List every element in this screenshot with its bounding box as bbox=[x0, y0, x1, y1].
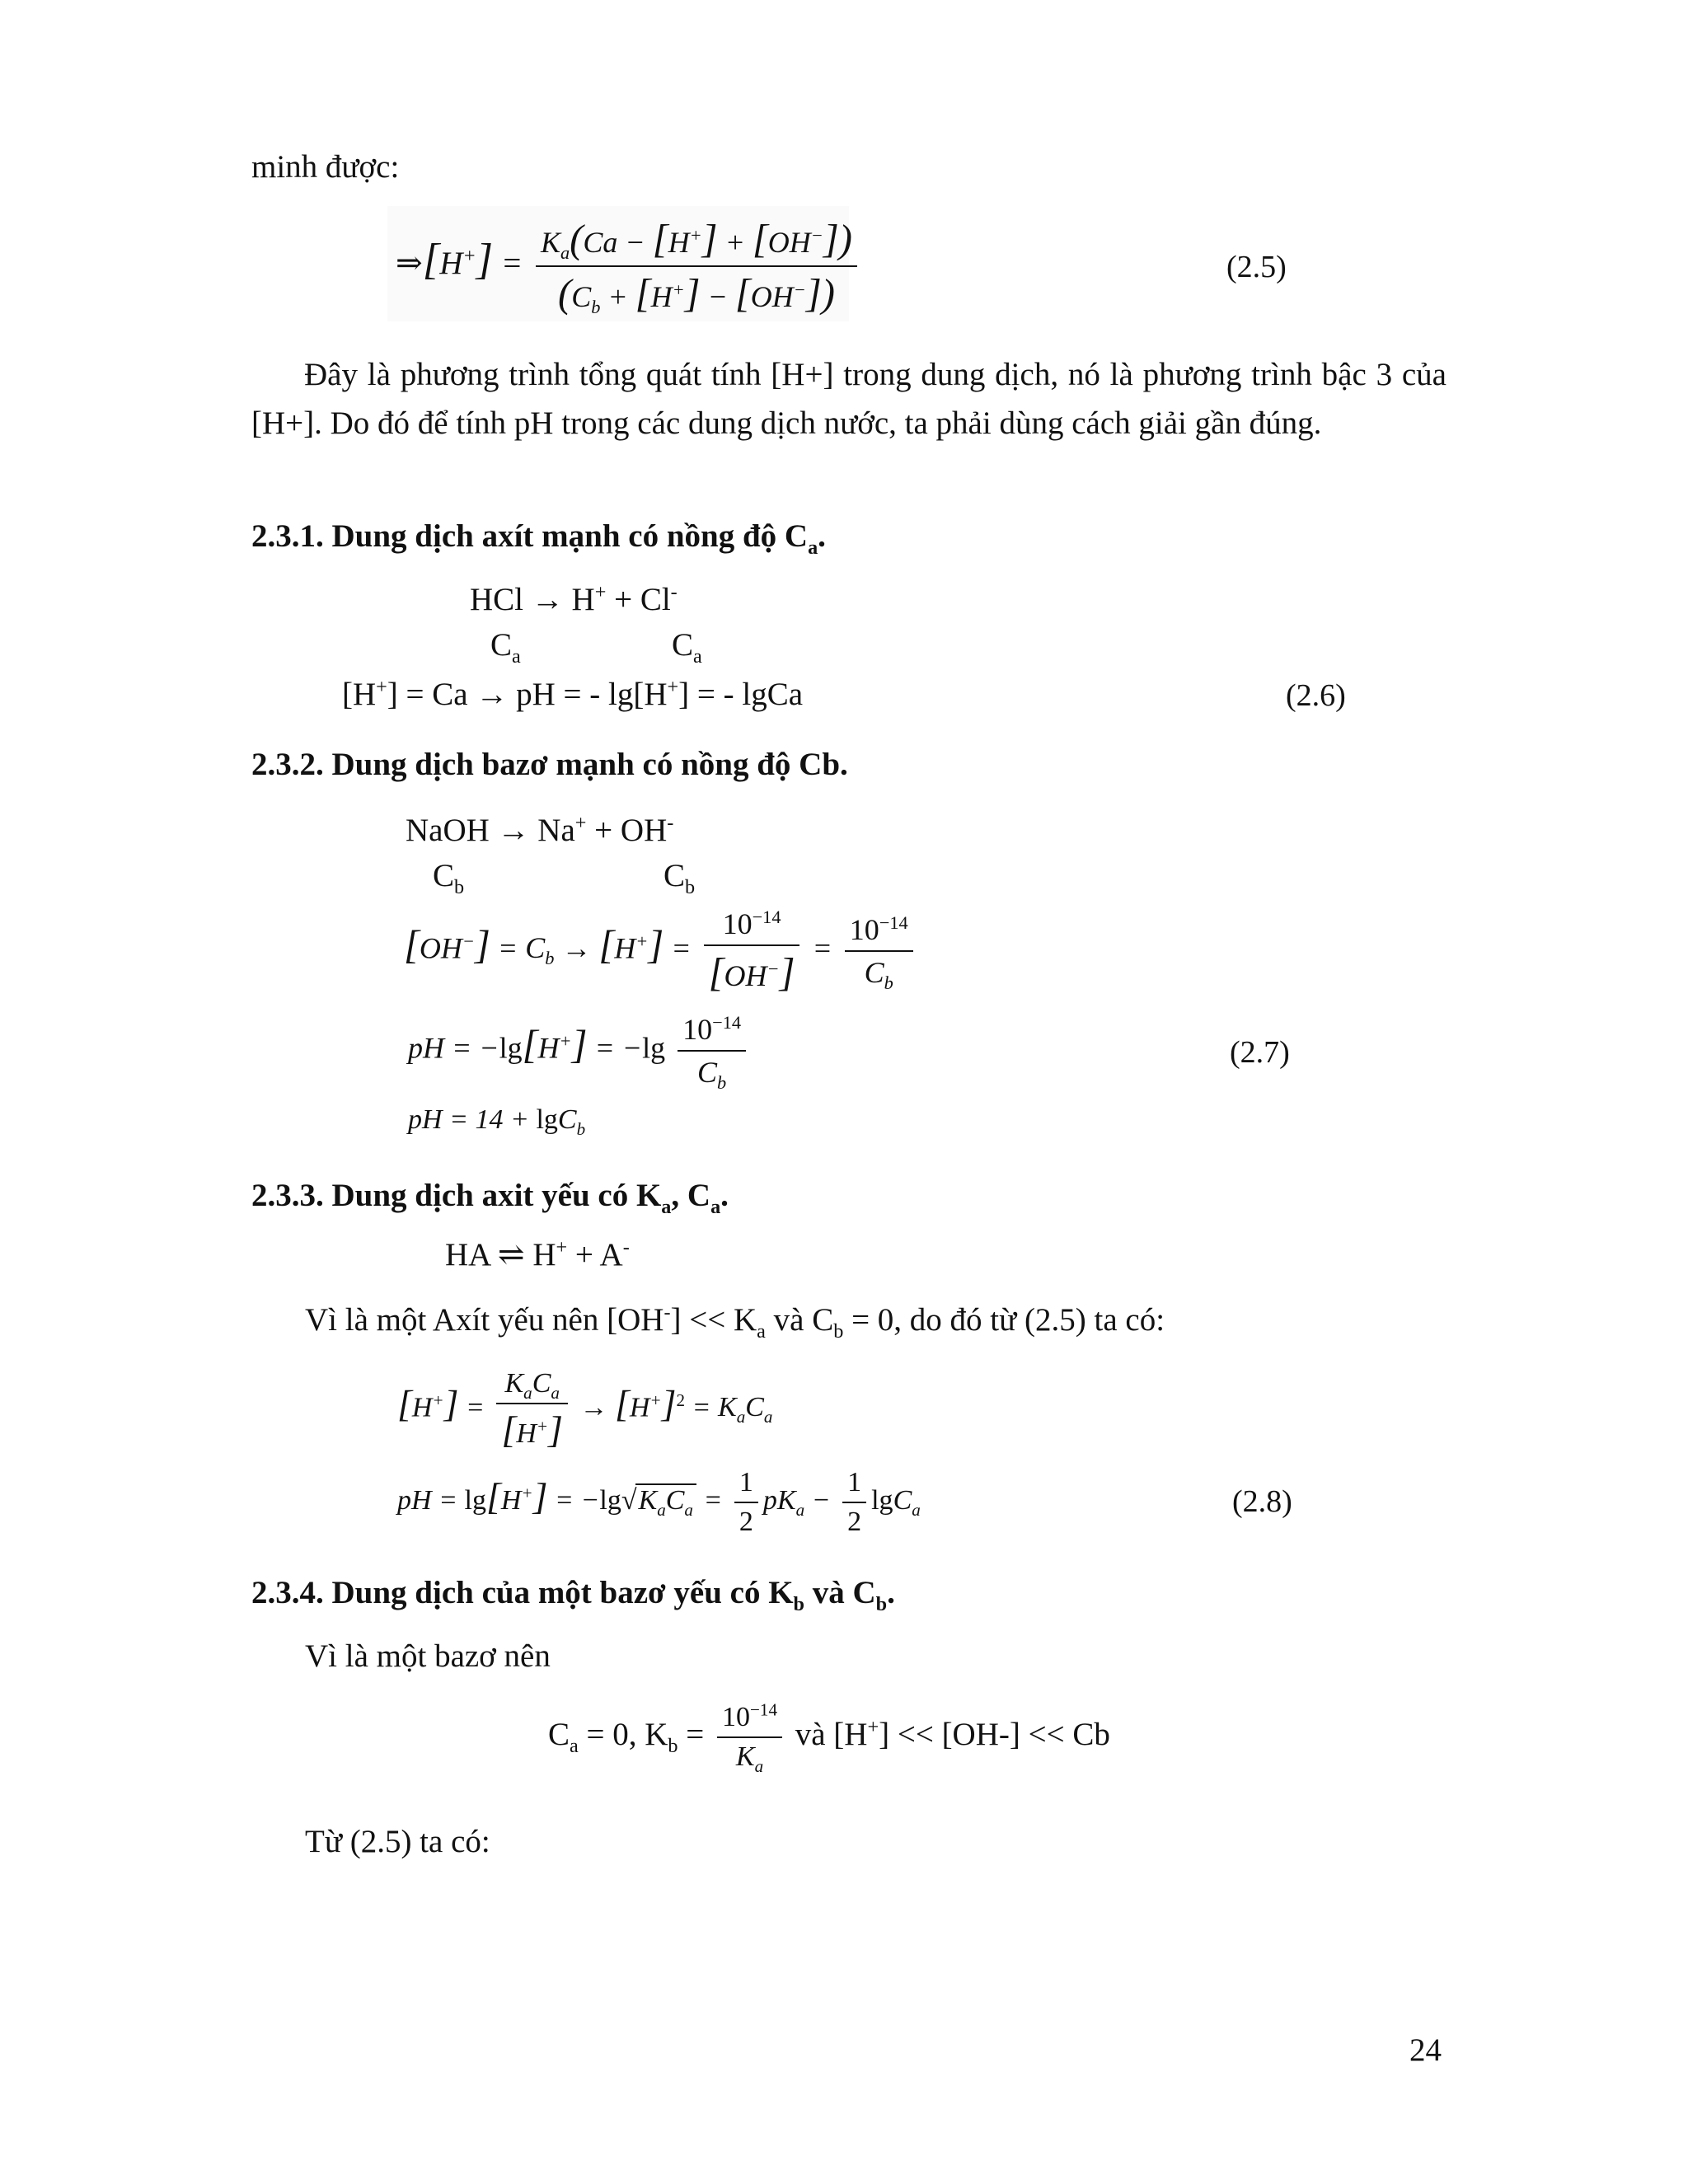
reaction-hcl: HCl → H+ + Cl- bbox=[470, 581, 678, 617]
equation-weak-acid-h: [H+] = $\frac{K_aC_a}{[H^+]}$ → $[H^+]^2 = K_aC_a$ bbox=[397, 1368, 773, 1451]
body-paragraph bbox=[251, 350, 1447, 448]
equation-oh-cb: $[OH^-] = C_b \to [H^+]$ = $\frac{10^{-14}}{[OH^-]}$ = $\frac{10^{-14}}{C_b}$ bbox=[404, 907, 918, 996]
equation-weak-base-conditions: $C_a = 0$, $K_b$ = $\frac{10^{-14}}{K_a}$ và [H+] << [OH-] << Cb bbox=[548, 1699, 1110, 1776]
concentration-cb-right: $C_b$ bbox=[663, 858, 696, 898]
from-text: Từ (2.5) ta có: bbox=[305, 1824, 490, 1859]
section-heading-2-3-4: 2.3.4. Dung dịch của một bazơ yếu có $K_b$ và $C_b$. bbox=[251, 1575, 895, 1615]
concentration-ca-left: $C_a$ bbox=[490, 627, 521, 668]
equation-tag: (2.8) bbox=[1232, 1484, 1292, 1519]
concentration-ca-right: $C_a$ bbox=[672, 627, 702, 668]
equation-2-8: pH = $\lg[H^+] = -\lg√K_aC_a$ = $\frac{1}{2}$ $pK_a$ − $\frac{1}{2}$ lgC$_a$ bbox=[397, 1467, 921, 1537]
section-heading-2-3-2: 2.3.2. Dung dịch bazơ mạnh có nồng độ Cb. bbox=[251, 747, 848, 782]
equation-ph-lg: pH = −lg[H+] = −lg $\frac{10^{-14}}{C_b}$ bbox=[408, 1012, 751, 1090]
equation-2-5: ⇒[H+] = $\frac{K_a(Ca - [H^+] + [OH^-])}{(C_b + [H^+] - [OH^-])}$ bbox=[396, 216, 862, 316]
equation-tag: (2.7) bbox=[1230, 1035, 1290, 1070]
intro-text: minh được: bbox=[251, 149, 400, 185]
equation-2-6: [H+] = Ca → pH = - lg[H+] = - lgCa bbox=[342, 676, 804, 712]
weak-acid-text: Vì là một Axít yếu nên $[OH^-] << K_a$ và $C_b = 0$, do đó từ (2.5) ta có: bbox=[305, 1301, 1165, 1343]
concentration-cb-left: $C_b$ bbox=[433, 858, 465, 898]
weak-base-text: Vì là một bazơ nên bbox=[305, 1638, 551, 1674]
paragraph-text: Đây là phương trình tổng quát tính [H+] trong dung dịch, nó là phương trình bậc 3 của [H+]. Do đó để tính pH trong các dung dịch nước, ta phải dùng cách giải gần đúng. bbox=[251, 357, 1447, 441]
heading-subscript: a bbox=[808, 536, 818, 559]
heading-text: 2.3.3. Dung dịch axit yếu có K bbox=[251, 1178, 662, 1213]
heading-text: 2.3.1. Dung dịch axít mạnh có nồng độ C bbox=[251, 518, 809, 554]
equation-tag: (2.5) bbox=[1226, 250, 1287, 284]
section-heading-2-3-3: 2.3.3. Dung dịch axit yếu có $K_a$, $C_a$. bbox=[251, 1178, 729, 1218]
heading-text: 2.3.4. Dung dịch của một bazơ yếu có K bbox=[251, 1575, 794, 1610]
reaction-naoh: NaOH → Na+ + OH- bbox=[406, 812, 674, 848]
equation-ph-14: pH = 14 + lgC$_b$ bbox=[408, 1104, 586, 1139]
page-number: 24 bbox=[1409, 2032, 1442, 2068]
equation-tag: (2.6) bbox=[1286, 678, 1346, 713]
section-heading-2-3-1: 2.3.1. Dung dịch axít mạnh có nồng độ $C_a$. bbox=[251, 518, 826, 559]
reaction-ha: HA ⇌ H+ + A- bbox=[445, 1236, 630, 1272]
